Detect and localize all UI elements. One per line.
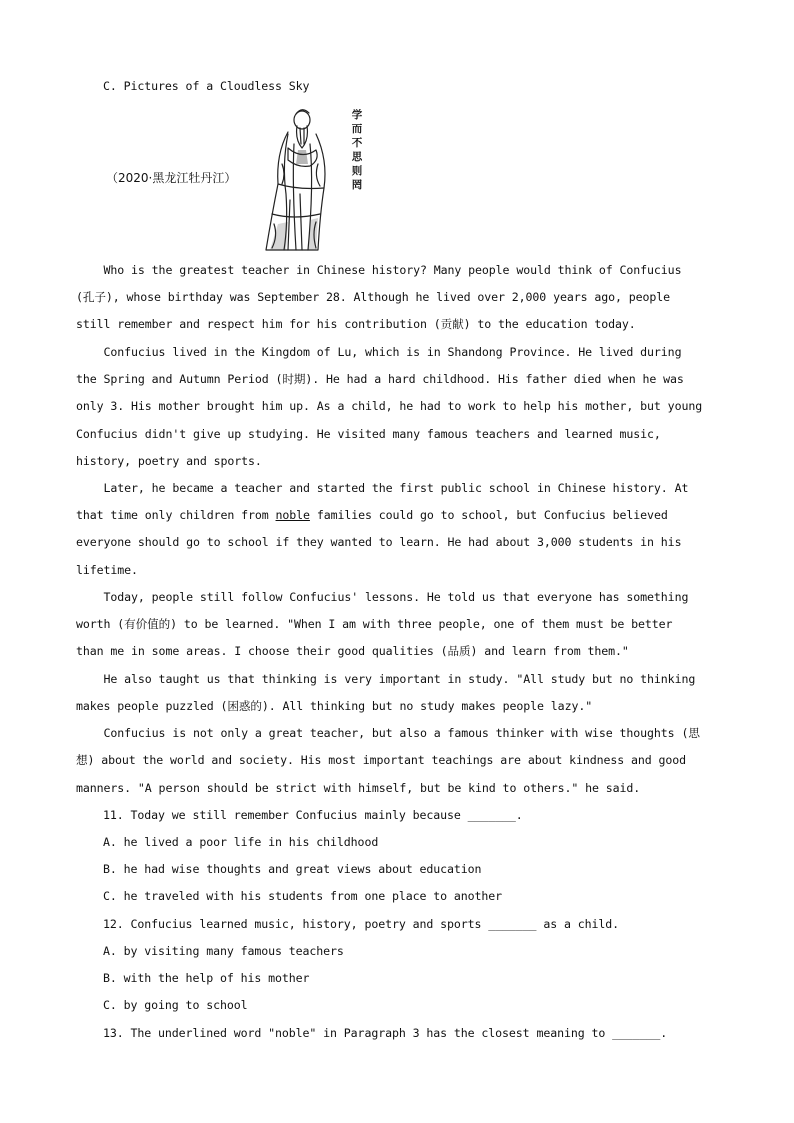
p3-line-2-after: families could go to school, but Confucius believed xyxy=(309,508,668,522)
p3-line-4: lifetime. xyxy=(76,563,138,577)
calligraphy-text: 学而不思则罔 xyxy=(351,109,363,191)
question-13: 13. The underlined word "noble" in Paragraph 3 has the closest meaning to _______. xyxy=(103,1026,668,1040)
p2-line-2: the Spring and Autumn Period (时期). He had a hard childhood. His father died when he was xyxy=(76,372,684,386)
top-option-c: C. Pictures of a Cloudless Sky xyxy=(103,79,310,93)
q12-option-c: C. by going to school xyxy=(103,998,248,1012)
p2-line-1: Confucius lived in the Kingdom of Lu, which is in Shandong Province. He lived during xyxy=(76,345,682,359)
p6-line-3: manners. "A person should be strict with himself, but be kind to others." he said. xyxy=(76,781,641,795)
p4-line-1: Today, people still follow Confucius' lessons. He told us that everyone has something xyxy=(76,590,689,604)
p1-line-1: Who is the greatest teacher in Chinese history? Many people would think of Confucius xyxy=(76,263,682,277)
q12-option-b: B. with the help of his mother xyxy=(103,971,310,985)
question-11: 11. Today we still remember Confucius mainly because _______. xyxy=(103,808,523,822)
p2-line-5: history, poetry and sports. xyxy=(76,454,262,468)
q11-option-b: B. he had wise thoughts and great views about education xyxy=(103,862,482,876)
q11-option-c: C. he traveled with his students from one place to another xyxy=(103,889,503,903)
p5-line-2: makes people puzzled (困惑的). All thinking but no study makes people lazy." xyxy=(76,699,593,713)
question-12: 12. Confucius learned music, history, poetry and sports _______ as a child. xyxy=(103,917,620,931)
underlined-word-noble: noble xyxy=(275,508,310,522)
p6-line-1: Confucius is not only a great teacher, but also a famous thinker with wise thoughts (思 xyxy=(76,726,700,740)
p4-line-2: worth (有价值的) to be learned. "When I am with three people, one of them must be better xyxy=(76,617,673,631)
p1-line-3: still remember and respect him for his contribution (贡献) to the education today. xyxy=(76,317,636,331)
p3-line-2 xyxy=(76,507,716,523)
p3-line-1: Later, he became a teacher and started the first public school in Chinese history. At xyxy=(76,481,689,495)
p1-line-2: (孔子), whose birthday was September 28. Although he lived over 2,000 years ago, people xyxy=(76,290,671,304)
p4-line-3: than me in some areas. I choose their good qualities (品质) and learn from them." xyxy=(76,644,629,658)
q12-option-a: A. by visiting many famous teachers xyxy=(103,944,344,958)
p3-line-2-before: that time only children from xyxy=(76,508,276,522)
p6-line-2: 想) about the world and society. His most important teachings are about kindness and good xyxy=(76,753,687,767)
p3-line-3: everyone should go to school if they wanted to learn. He had about 3,000 students in his xyxy=(76,535,682,549)
q11-option-a: A. he lived a poor life in his childhood xyxy=(103,835,379,849)
p2-line-3: only 3. His mother brought him up. As a child, he had to work to help his mother, but young xyxy=(76,399,703,413)
p5-line-1: He also taught us that thinking is very important in study. "All study but no thinking xyxy=(76,672,696,686)
source-note: （2020·黑龙江牡丹江） xyxy=(106,171,237,185)
p2-line-4: Confucius didn't give up studying. He visited many famous teachers and learned music, xyxy=(76,427,661,441)
